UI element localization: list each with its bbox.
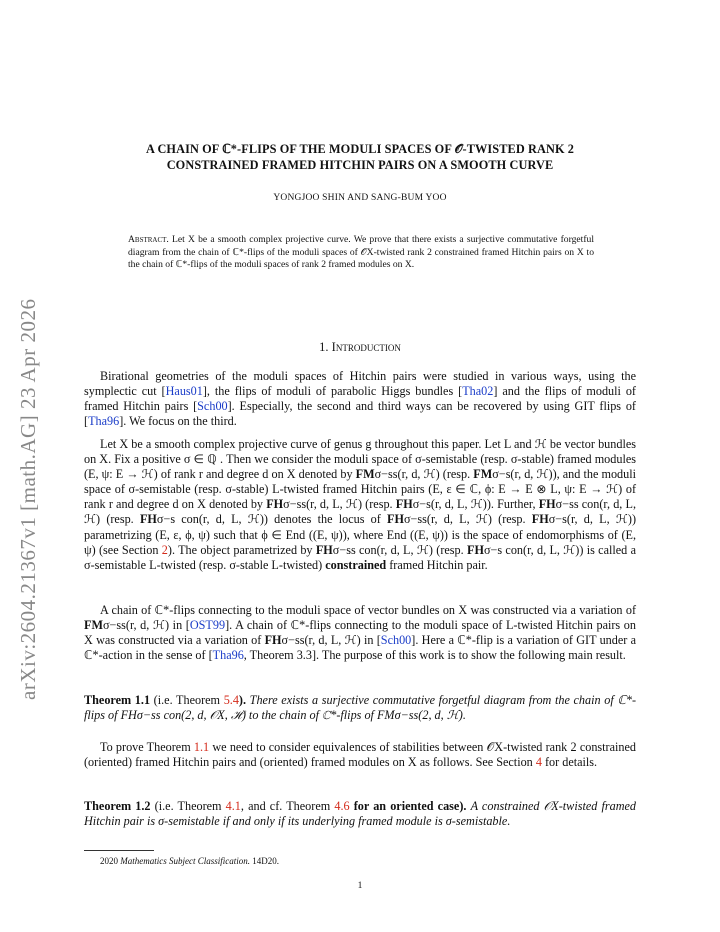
citation-tha96[interactable]: Tha96 [88,414,120,429]
abstract-text: Let X be a smooth complex projective curve. We prove that there exists a surjective commutative forgetful diagram from the chain of ℂ*-flips of the moduli spaces of 𝒪X-twisted rank 2 constrained framed Hitchin pairs on X to the chain of ℂ*-flips of the moduli spaces of rank 2 framed modules on X. [128,234,594,271]
footnote-rule [84,850,154,851]
authors: YONGJOO SHIN AND SANG-BUM YOO [273,193,447,203]
citation-haus01[interactable]: Haus01 [165,384,203,399]
theorem-1-2-statement: A constrained 𝒪X-twisted framed Hitchin pair is σ-semistable if and only if its underlying framed module is σ-semistable. [84,799,636,829]
section-4-ref[interactable]: 4 [535,755,542,770]
theorem-1-1-statement: There exists a surjective commutative forgetful diagram from the chain of ℂ*-flips of FHσ−ss con(2, d, 𝒪X, ℋ) to the chain of ℂ*-flips of FMσ−ss(2, d, ℋ). [84,693,637,723]
theorem-4-1-ref[interactable]: 4.1 [225,799,241,813]
page-number: 1 [357,881,363,891]
abstract [128,234,594,272]
section-heading [100,340,620,355]
section-title: Introduction [331,340,401,354]
section-2-ref[interactable]: 2 [161,542,168,557]
arxiv-stamp: arXiv:2604.21367v1 [math.AG] 23 Apr 2026 [16,298,40,700]
theorem-4-6-ref[interactable]: 4.6 [334,799,350,813]
theorem-1-1: Theorem 1.1 (i.e. Theorem 5.4). There exists a surjective commutative forgetful diagram from the chain of ℂ*-flips of FHσ−ss con(2, d, 𝒪X, ℋ) to the chain of ℂ*-flips of FMσ−ss(2, d, ℋ). [84,693,637,723]
citation-ost99[interactable]: OST99 [189,618,226,633]
theorem-1-2-label: Theorem 1.2 [84,799,151,813]
citation-sch00[interactable]: Sch00 [197,399,228,414]
footnote-label: Mathematics Subject Classification. [120,856,250,866]
arxiv-stamp-container [6,100,50,700]
intro-paragraph-1: Birational geometries of the moduli spaces of Hitchin pairs were studied in various ways, using the symplectic cut [Haus01], the flips of moduli of parabolic Higgs bundles [Tha02] and the flips of moduli of framed Hitchin pairs [Sch00]. Especially, the second and third ways can be recovered by using GIT flips of [Tha96]. We focus on the third. [84,369,636,429]
intro-paragraph-3: A chain of ℂ*-flips connecting to the moduli space of vector bundles on X was constructed via a variation of FMσ−ss(r, d, ℋ) in [OST99]. A chain of ℂ*-flips connecting to the moduli space of L-twisted Hitchin pairs on X was constructed via a variation of FHσ−ss(r, d, L, ℋ) in [Sch00]. Here a ℂ*-flip is a variation of GIT under a ℂ*-action in the sense of [Tha96, Theorem 3.3]. The purpose of this work is to show the following main result. [84,603,637,663]
footnote-code: 14D20. [252,856,279,866]
theorem-1-1-label: Theorem 1.1 [84,693,151,707]
paper-title [100,141,620,173]
abstract-label: Abstract. [128,234,169,245]
footnote [100,856,279,866]
section-number: 1. [319,340,329,354]
title-line-1: A CHAIN OF ℂ*-FLIPS OF THE MODULI SPACES OF 𝒪-TWISTED RANK 2 [145,142,575,156]
citation-tha96-2[interactable]: Tha96 [212,648,244,663]
theorem-1-2: Theorem 1.2 (i.e. Theorem 4.1, and cf. Theorem 4.6 for an oriented case). A constrained 𝒪X-twisted framed Hitchin pair is σ-semistable if and only if its underlying framed module is σ-semistable. [84,799,636,829]
theorem-5-4-ref[interactable]: 5.4 [223,693,239,707]
citation-sch00-2[interactable]: Sch00 [380,633,412,648]
title-line-2: CONSTRAINED FRAMED HITCHIN PAIRS ON A SMOOTH CURVE [166,158,554,172]
footnote-year: 2020 [100,856,118,866]
intro-paragraph-2: Let X be a smooth complex projective curve of genus g throughout this paper. Let L and ℋ be vector bundles on X. Fix a positive σ ∈ ℚ . Then we consider the moduli space of σ-semistable (resp. σ-stable) framed modules (E, ψ: E → ℋ) of rank r and degree d on X denoted by FMσ−ss(r, d, ℋ) (resp. FMσ−s(r, d, ℋ)), and the moduli space of σ-semistable (resp. σ-stable) L-twisted framed Hitchin pairs (E, ε ∈ ℂ, ϕ: E → E ⊗ L, ψ: E → ℋ) of rank r and degree d on X denoted by FHσ−ss(r, d, L, ℋ) (resp. FHσ−s(r, d, L, ℋ)). Further, FHσ−ss con(r, d, L, ℋ) (resp. FHσ−s con(r, d, L, ℋ)) denotes the locus of FHσ−ss(r, d, L, ℋ) (resp. FHσ−s(r, d, L, ℋ)) parametrizing (E, ε, ϕ, ψ) such that ϕ ∈ End ((E, ψ)), where End ((E, ψ)) is the space of endomorphisms of (E, ψ) (see Section 2). The object parametrized by FHσ−ss con(r, d, L, ℋ) (resp. FHσ−s con(r, d, L, ℋ)) is called a σ-semistable L-twisted (resp. σ-stable L-twisted) constrained framed Hitchin pair. [84,437,637,572]
citation-tha02[interactable]: Tha02 [462,384,494,399]
theorem-1-1-ref[interactable]: 1.1 [193,740,210,754]
intro-paragraph-4: To prove Theorem 1.1 we need to consider equivalences of stabilities between 𝒪X-twisted rank 2 constrained (oriented) framed Hitchin pairs and (oriented) framed modules on X as follows. See Section 4 for details. [84,740,636,770]
